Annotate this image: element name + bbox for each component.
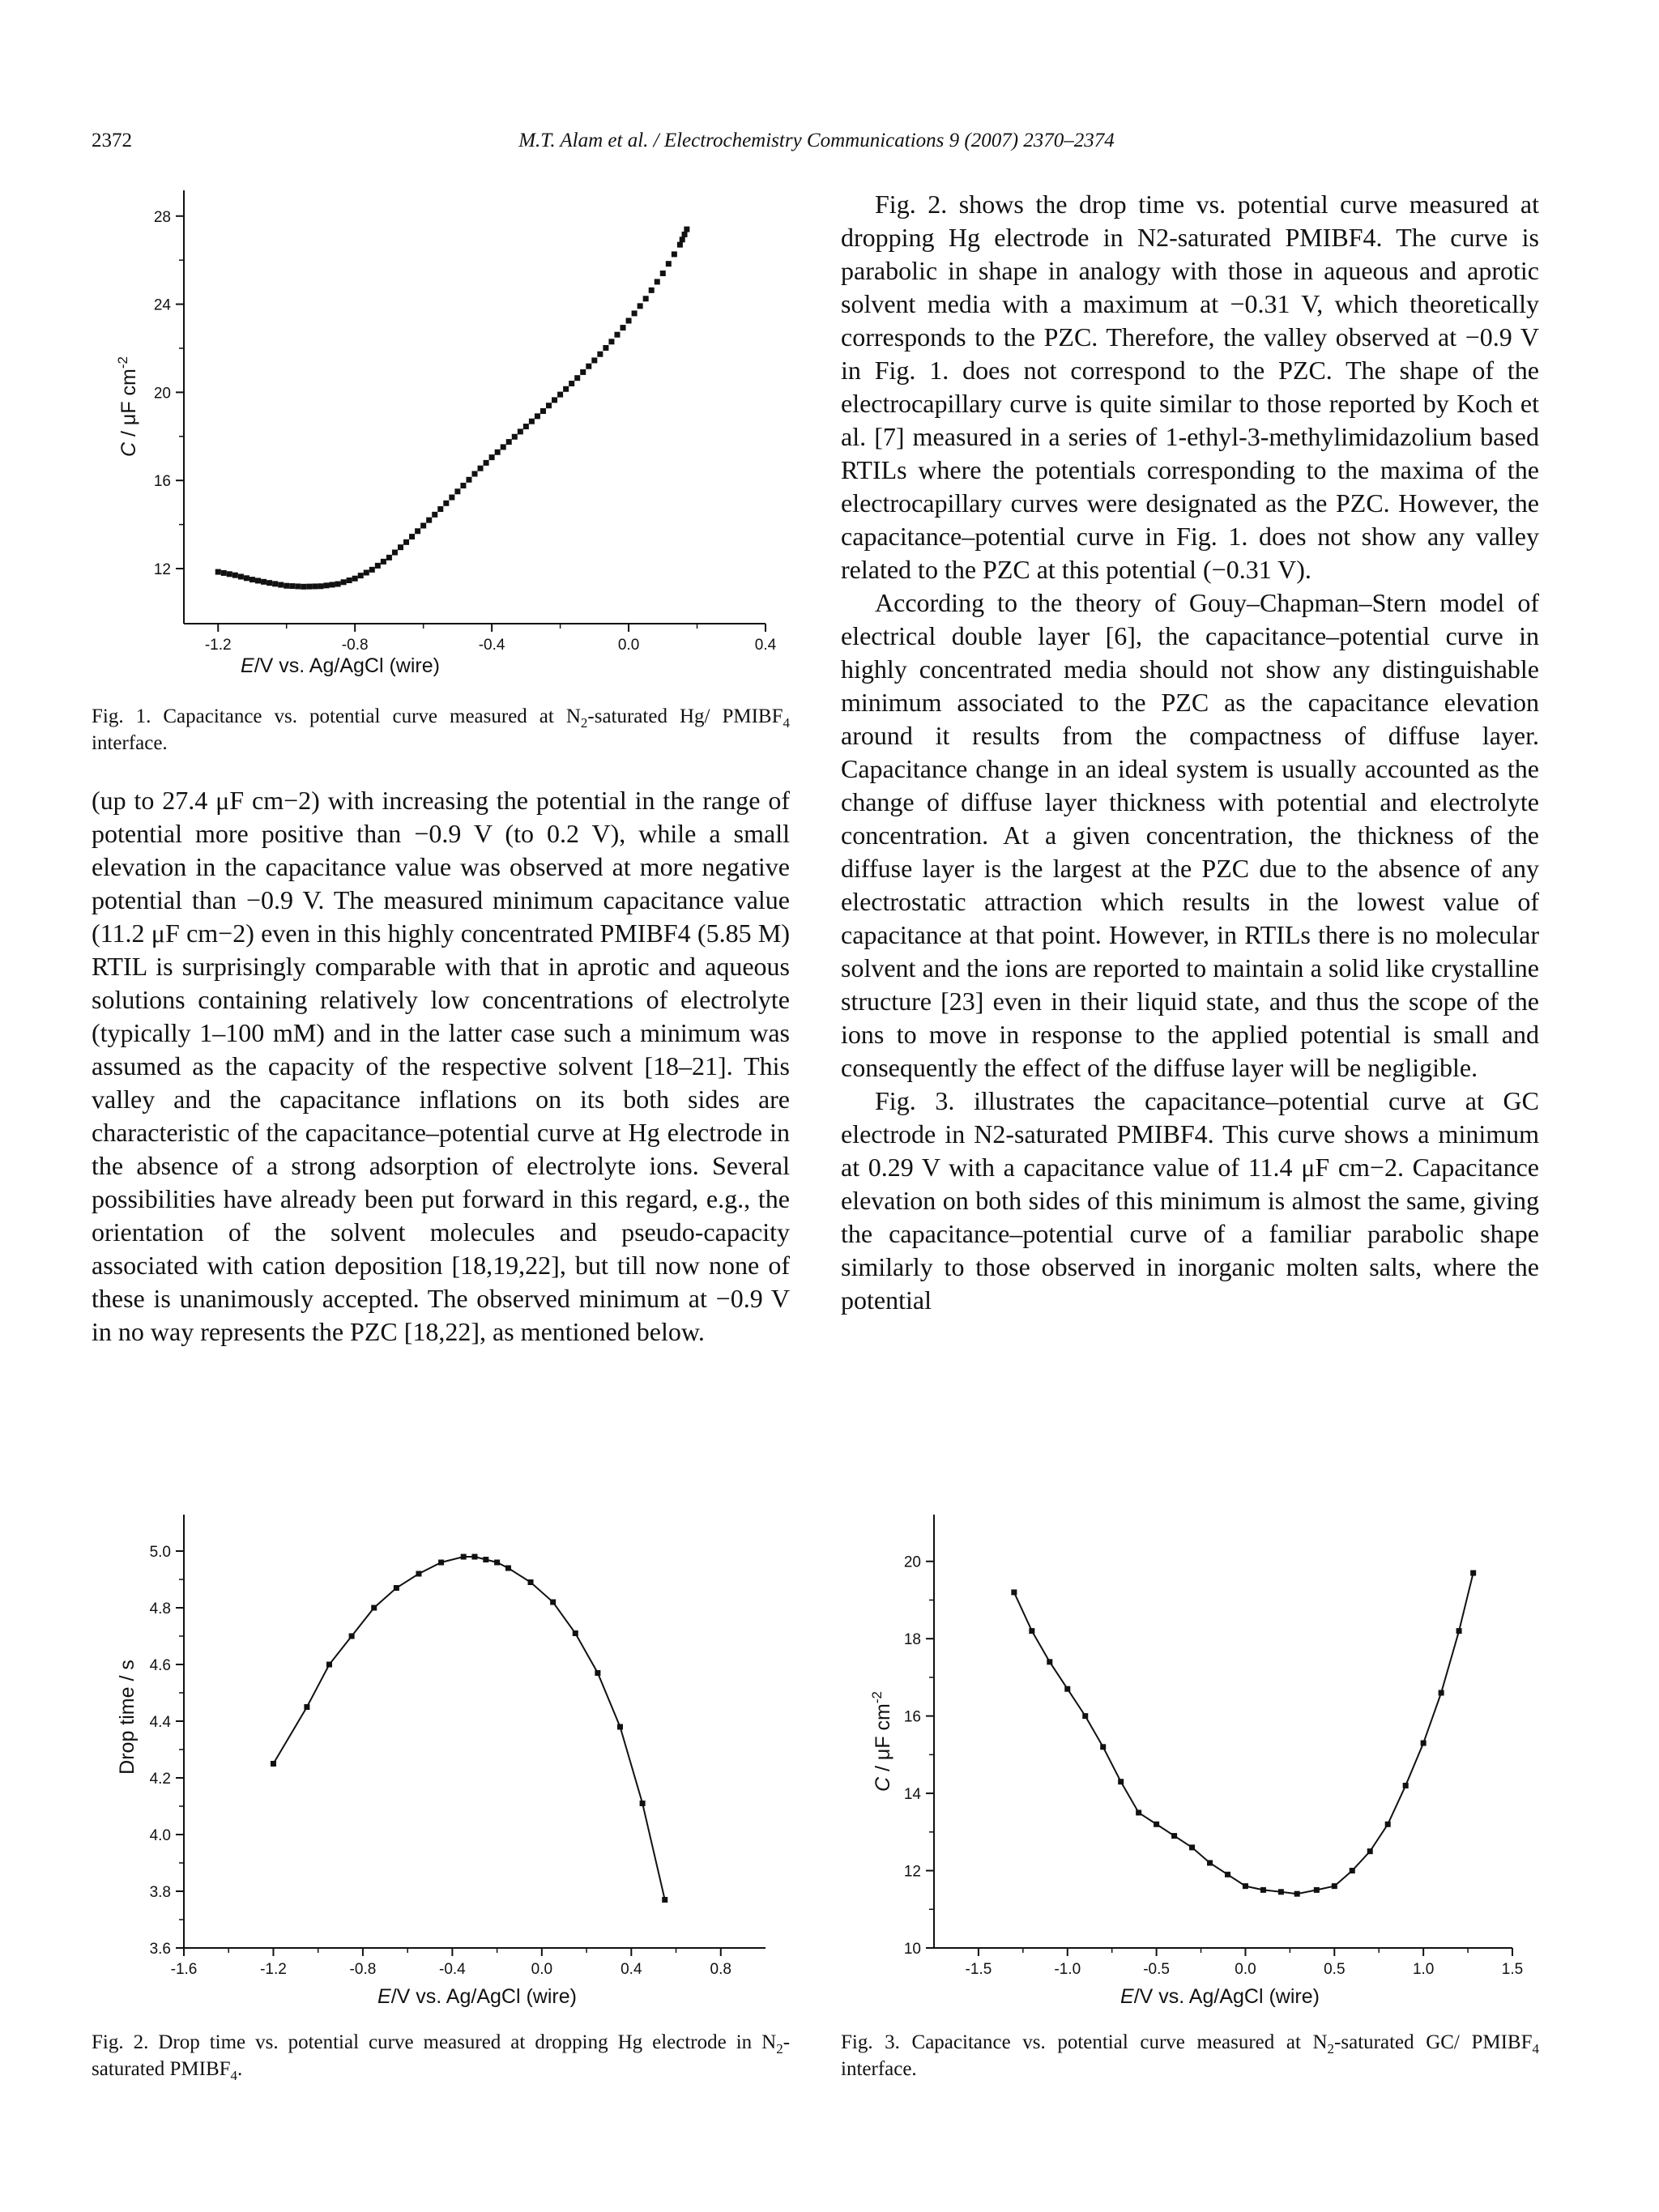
fig3-data-point [1171, 1833, 1177, 1839]
fig2-y-tick-label: 3.6 [149, 1941, 171, 1958]
fig1-caption-c: interface. [92, 732, 168, 754]
running-title: M.T. Alam et al. / Electrochemistry Communications 9 (2007) 2370–2374 [518, 130, 1115, 151]
fig3-data-point [1243, 1883, 1248, 1889]
fig3-y-tick-label: 16 [903, 1708, 921, 1726]
fig3-data-point [1367, 1848, 1373, 1854]
fig3-x-tick-label: 0.0 [1235, 1961, 1256, 1978]
fig2-y-tick-label: 4.6 [149, 1657, 171, 1674]
fig3-y-tick-label: 20 [903, 1554, 921, 1571]
fig2-x-tick-label: 0.4 [621, 1961, 642, 1978]
fig3-data-point [1100, 1744, 1106, 1750]
fig1-ylabel-italic: C [117, 441, 140, 457]
fig3-y-tick-label: 12 [903, 1863, 921, 1881]
page-number: 2372 [92, 130, 132, 151]
figure-3-caption [841, 2029, 1539, 2082]
fig1-caption-b: -saturated Hg/ PMIBF [587, 705, 783, 727]
fig2-x-tick-label: 0.0 [531, 1961, 553, 1978]
fig3-x-tick-label: -1.0 [1054, 1961, 1081, 1978]
fig3-xlabel-rest: /V vs. Ag/AgCl (wire) [1133, 1985, 1320, 2008]
fig1-caption-a: Capacitance vs. potential curve measured at N [163, 705, 581, 727]
fig1-x-tick-label: -0.8 [341, 637, 369, 654]
fig1-caption-label: Fig. 1. [92, 705, 151, 727]
fig3-ylabel-rest: / μF cm [872, 1703, 894, 1777]
fig3-data-point [1225, 1872, 1230, 1877]
fig3-ylabel-sup: -2 [869, 1691, 885, 1704]
fig2-x-tick-label: -1.6 [170, 1961, 198, 1978]
fig3-data-point [1207, 1860, 1213, 1866]
fig3-data-point [1154, 1822, 1159, 1827]
fig2-caption-sub4: 4 [230, 2068, 238, 2083]
fig3-caption-label: Fig. 3. [841, 2031, 900, 2053]
fig1-y-tick-label: 12 [153, 560, 171, 578]
fig3-data-point [1011, 1589, 1017, 1595]
fig2-x-tick-label: 0.8 [710, 1961, 731, 1978]
fig2-caption-label: Fig. 2. [92, 2031, 149, 2053]
fig3-x-tick-label: 1.0 [1412, 1961, 1435, 1978]
fig3-data-point [1136, 1809, 1141, 1815]
fig3-series-line [1014, 1573, 1473, 1894]
fig1-x-tick-label: 0.4 [754, 637, 777, 654]
fig2-y-tick-label: 3.8 [149, 1884, 171, 1901]
fig2-caption-a: Drop time vs. potential curve measured at dropping Hg electrode in N [158, 2031, 777, 2053]
fig3-y-tick-label: 18 [903, 1631, 921, 1649]
fig3-y-tick-label: 10 [903, 1941, 921, 1958]
fig3-data-point [1118, 1779, 1124, 1784]
fig3-data-point [1470, 1571, 1476, 1576]
fig3-x-tick-label: 0.5 [1324, 1961, 1346, 1978]
fig1-x-tick-label: -0.4 [478, 637, 505, 654]
fig3-data-point [1082, 1713, 1088, 1719]
fig2-caption-c: . [237, 2058, 243, 2080]
fig3-data-point [1421, 1741, 1427, 1746]
fig2-xlabel-italic: E [377, 1985, 391, 2008]
fig1-caption-sub2: 2 [580, 715, 588, 731]
fig1-y-tick-label: 20 [153, 385, 171, 403]
fig3-caption-sub2: 2 [1327, 2041, 1335, 2056]
fig2-x-tick-label: -0.8 [349, 1961, 377, 1978]
fig1-ylabel-rest: / μF cm [117, 369, 140, 442]
fig3-data-point [1294, 1891, 1300, 1897]
fig3-data-point [1064, 1686, 1070, 1692]
fig3-data-point [1047, 1659, 1052, 1664]
fig3-data-point [1278, 1889, 1284, 1894]
fig2-ylabel: Drop time / s [116, 1660, 139, 1775]
fig1-xlabel-italic: E [241, 654, 254, 677]
fig1-caption-sub4: 4 [783, 715, 790, 731]
fig3-data-point [1260, 1887, 1266, 1893]
fig2-caption-b: -saturated PMIBF [92, 2031, 791, 2080]
right-paragraph-2: According to the theory of Gouy–Chapman–Stern model of electrical double layer [6], the capacitance–potential curve in highly concentrated media should not show any distinguishable minimum associated to the PZC as the capacitance elevation around it results from the compactness of diffuse layer. Capacitance change in an ideal system is usually accounted as the change of diffuse layer thickness with potential and electrolyte concentration. At a given concentration, the thickness of the diffuse layer is the largest at the PZC due to the absence of any electrostatic attraction which results in the lowest value of capacitance at that point. However, in RTILs there is no molecular solvent and the ions are reported to maintain a solid like crystalline structure [23] even in their liquid state, and thus the scope of the ions to move in response to the applied potential is small and consequently the effect of the diffuse layer will be negligible. [841, 588, 1539, 1082]
fig3-x-tick-label: 1.5 [1501, 1961, 1524, 1978]
fig2-xlabel-rest: /V vs. Ag/AgCl (wire) [390, 1985, 577, 2008]
fig2-x-tick-label: -0.4 [439, 1961, 466, 1978]
fig3-caption-a: Capacitance vs. potential curve measured at N [911, 2031, 1328, 2053]
fig3-data-point [1439, 1690, 1444, 1696]
fig3-data-point [1332, 1883, 1337, 1889]
fig2-y-tick-label: 4.2 [149, 1771, 171, 1788]
fig2-y-tick-label: 4.8 [149, 1600, 171, 1617]
fig3-data-point [1403, 1783, 1409, 1788]
fig2-x-tick-label: -1.2 [260, 1961, 287, 1978]
fig3-xlabel-italic: E [1120, 1985, 1134, 2008]
fig2-y-tick-label: 4.0 [149, 1827, 171, 1844]
fig3-x-tick-label: -1.5 [965, 1961, 992, 1978]
fig1-y-tick-label: 28 [153, 208, 171, 226]
fig3-xlabel [1120, 1985, 1320, 2008]
fig2-y-tick-label: 4.4 [149, 1714, 171, 1731]
fig3-data-point [1189, 1844, 1195, 1850]
fig3-ylabel [869, 1691, 894, 1792]
right-paragraph-3: Fig. 3. illustrates the capacitance–potential curve at GC electrode in N2-saturated PMIBF4. This curve shows a minimum at 0.29 V with a capacitance value of 11.4 μF cm−2. Capacitance elevation on both sides of this minimum is almost the same, giving the capacitance–potential curve of a familiar parabolic shape similarly to those observed in inorganic molten salts, where the potential [841, 1086, 1539, 1315]
fig3-data-point [1029, 1628, 1034, 1634]
fig3-data-point [1314, 1887, 1320, 1893]
left-paragraph: (up to 27.4 μF cm−2) with increasing the potential in the range of potential more positive than −0.9 V (to 0.2 V), while a small elevation in the capacitance value was observed at more negative potential than −0.9 V. The measured minimum capacitance value (11.2 μF cm−2) even in this highly concentrated PMIBF4 (5.85 M) RTIL is surprisingly comparable with that in aprotic and aqueous solutions containing relatively low concentrations of electrolyte (typically 1–100 mM) and in the latter case such a minimum was assumed as the capacity of the respective solvent [18–21]. This valley and the capacitance inflations on its both sides are characteristic of the capacitance–potential curve at Hg electrode in the absence of a strong adsorption of electrolyte ions. Several possibilities have already been put forward in this regard, e.g., the orientation of the solvent molecules and pseudo-capacity associated with cation deposition [18,19,22], but till now none of these is unanimously accepted. The observed minimum at −0.9 V in no way represents the PZC [18,22], as mentioned below. [92, 786, 790, 1346]
fig1-y-tick-label: 16 [153, 473, 171, 491]
fig2-y-tick-label: 5.0 [149, 1544, 171, 1561]
fig3-caption-c: interface. [841, 2058, 917, 2080]
fig3-plot [904, 1515, 1523, 1978]
right-paragraph-1: Fig. 2. shows the drop time vs. potential curve measured at dropping Hg electrode in N2-saturated PMIBF4. The curve is parabolic in shape in analogy with those in aqueous and aprotic solvent media with a maximum at −0.31 V, which theoretically corresponds to the PZC. Therefore, the valley observed at −0.9 V in Fig. 1. does not correspond to the PZC. The shape of the electrocapillary curve is quite similar to those reported by Koch et al. [7] measured in a series of 1-ethyl-3-methylimidazolium based RTILs where the potentials corresponding to the maxima of the electrocapillary curves were designated as the PZC. However, the capacitance–potential curve in Fig. 1. does not show any valley related to the PZC at this potential (−0.31 V). [841, 190, 1539, 584]
fig1-y-tick-label: 24 [153, 296, 171, 314]
fig3-y-tick-label: 14 [903, 1786, 921, 1804]
fig1-x-tick-label: -1.2 [204, 637, 232, 654]
fig3-caption-sub4: 4 [1532, 2041, 1539, 2056]
fig3-data-point [1385, 1822, 1391, 1827]
fig3-data-point [1456, 1628, 1462, 1634]
fig3-x-tick-label: -0.5 [1143, 1961, 1170, 1978]
fig3-caption-b: -saturated GC/ PMIBF [1334, 2031, 1533, 2053]
fig2-caption-sub2: 2 [776, 2041, 783, 2056]
fig3-ylabel-italic: C [872, 1776, 894, 1792]
fig1-xlabel-rest: /V vs. Ag/AgCl (wire) [254, 654, 440, 677]
fig1-x-tick-label: 0.0 [617, 637, 640, 654]
fig3-data-point [1350, 1868, 1355, 1873]
fig1-ylabel-sup: -2 [115, 356, 130, 369]
